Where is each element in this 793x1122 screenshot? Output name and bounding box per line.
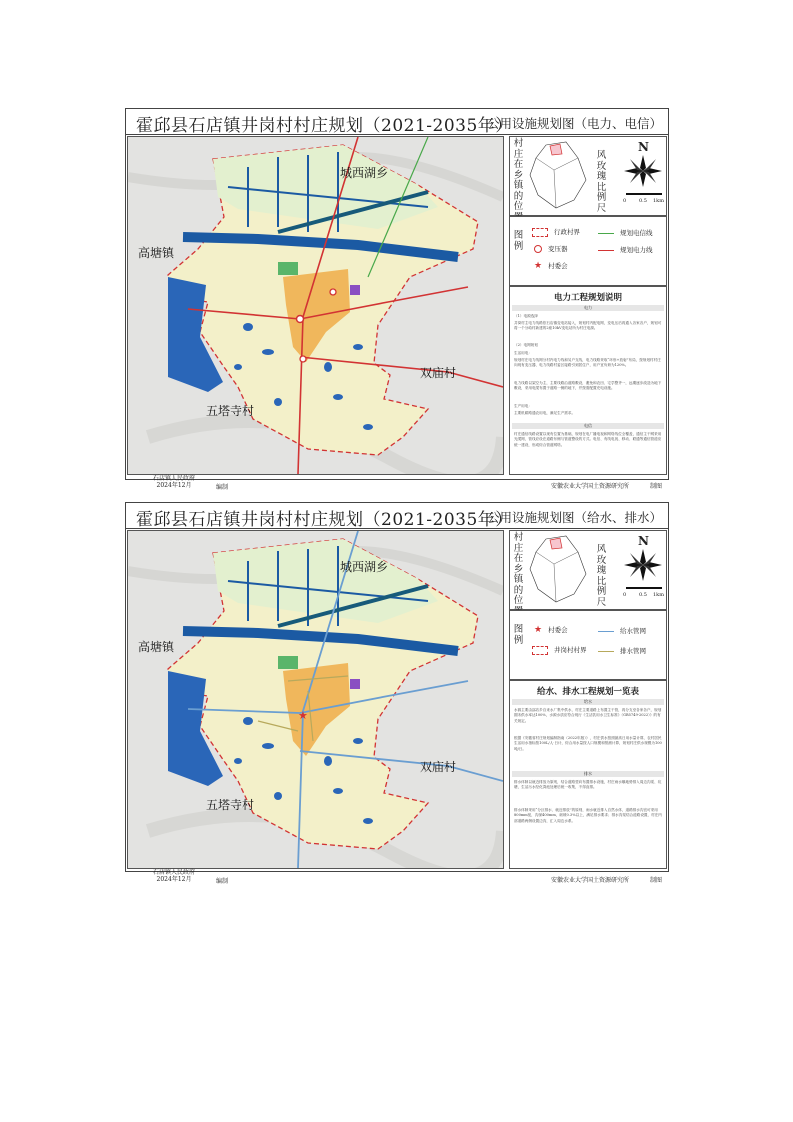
- notes-text: 根据《安徽省村庄规划编制指南（2022年版）》，村庄供水按照最高日用水量计算，农村居民生活用水指标按100L/人·日计，综合用水量按人口规模和预测计算，规划村庄供水规模为100吨/日。: [514, 736, 662, 751]
- scale-label-end: 1km: [653, 198, 664, 204]
- map-title: 霍邱县石店镇井岗村村庄规划（2021-2035年）: [136, 510, 513, 530]
- footer-institute: 安徽农业大学国土资源研究所: [551, 877, 630, 884]
- planning-map: [128, 137, 503, 474]
- notes-text: 排水体制采用“分区排水、就近排放”的原则，雨水就近排入自然水体，道路排水沟宜可采用800mm宽，沟深400mm，纵坡0.3%以上，满足排水要求；排水沟渠结合道路设置，村庄内部道路两侧设置边沟，汇入周边水系。: [514, 808, 662, 823]
- notes-text: 生活用电：: [514, 351, 532, 355]
- legend-label: 图例: [513, 230, 524, 252]
- scale-bar: [626, 193, 662, 195]
- legend-panel: [509, 530, 665, 867]
- scale-label-0: 0: [623, 198, 627, 204]
- map-label-west: 高塘镇: [138, 640, 175, 654]
- map-label-east: 双庙村: [420, 760, 457, 774]
- legend-item-drainage: 排水管网: [598, 646, 646, 655]
- title-bar: [126, 109, 668, 135]
- rose-label: 风玫瑰比例尺: [596, 150, 607, 214]
- footer-make: 制图: [650, 483, 663, 490]
- location-box: [509, 136, 667, 216]
- green-space: [278, 262, 298, 275]
- map-title: 霍邱县石店镇井岗村村庄规划（2021-2035年）: [136, 116, 513, 136]
- notes-text: 主要机耕路通农用电，满足生产需求。: [514, 411, 576, 415]
- footer-edit: 编制: [216, 878, 229, 885]
- location-map: [526, 534, 592, 606]
- footer-make: 制图: [650, 877, 663, 884]
- scale-label-mid: 0.5: [639, 592, 647, 598]
- notes-box: [509, 680, 667, 869]
- legend-item-telecom: 规划电信线: [598, 228, 653, 237]
- rose-label: 风玫瑰比例尺: [596, 544, 607, 608]
- village-office-icon: ★: [298, 709, 308, 722]
- location-label: 村庄在乡镇的位: [513, 532, 524, 606]
- map-label-north: 城西湖乡: [340, 560, 389, 574]
- footer-org: 石店镇人民政府 2024年12月: [152, 475, 195, 489]
- scale-label-0: 0: [623, 592, 627, 598]
- transformer-icon: [330, 289, 336, 295]
- legend-item-office: ★ 村委会: [534, 261, 568, 271]
- notes-text: 水源主要由邵店乡自来水厂集中供水，村庄主要道路上布置主干管，再分支至各家各户，规划期末供水率达100%，水源水质应符合现行《生活饮用水卫生标准》（GB5749-2022）》的有关规定。: [514, 708, 662, 723]
- legend-item-water-supply: 给水管网: [598, 626, 646, 635]
- planning-map: [128, 531, 503, 868]
- public-facility: [350, 285, 360, 295]
- wind-rose-icon: [624, 549, 662, 581]
- notes-title: 给水、排水工程规划一览表: [536, 687, 639, 697]
- notes-band-power: 电力: [512, 305, 664, 311]
- public-facility: [350, 679, 360, 689]
- notes-text: 规划村庄电力线网分村内电力线和另户支线，电力线路采取“环形+放射”布局，按规划村村庄向现有变压器、电力线路村委区接路引到居住户，用户宜负荷为120%。: [514, 358, 661, 368]
- notes-band-telecom: 电信: [512, 423, 664, 429]
- footer-institute: 安徽农业大学国土资源研究所: [551, 483, 630, 490]
- map-label-south: 五塔寺村: [206, 404, 255, 418]
- map-subtitle: 公用设施规划图（给水、排水）: [486, 510, 662, 525]
- notes-text: 井岗村主电力线路依石店镇变电站接入，规划村内配电网，变电压后再通入各家各户，规划可将一个分给村新建的2座10kV变电站所为村庄电源。: [514, 321, 662, 331]
- notes-band-drainage: 排水: [512, 771, 664, 777]
- notes-text: （2）电网规划: [514, 343, 538, 347]
- north-label: N: [638, 534, 649, 548]
- green-space: [278, 656, 298, 669]
- notes-text: 电力线路以架空为主，主要线路沿道路敷设，避免和农田、宅学整齐一，远期逐步改造为地下敷设，采用电缆布置于道路一侧的地下，并按需配置充电设施。: [514, 381, 662, 391]
- legend-panel: [509, 136, 665, 473]
- map-frame[interactable]: [127, 136, 504, 475]
- plan-sheet-electricity: [125, 108, 669, 491]
- map-label-west: 高塘镇: [138, 246, 175, 260]
- notes-band-supply: 给水: [512, 699, 664, 705]
- notes-text: （1）电源选择: [514, 314, 538, 318]
- location-label: 村庄在乡镇的位: [513, 138, 524, 212]
- notes-text: 排水体制以就近排放为原则，结合道路竖向布置排水设施，村庄雨水顺地势排入周边沟渠、坑塘，生活污水经化粪池处理后统一收集，不得直排。: [514, 780, 662, 790]
- north-label: N: [638, 140, 649, 154]
- location-map: [526, 140, 592, 212]
- map-label-north: 城西湖乡: [340, 166, 389, 180]
- wind-rose-icon: [624, 155, 662, 187]
- map-label-east: 双庙村: [420, 366, 457, 380]
- plan-sheet-water: [125, 502, 669, 885]
- map-frame[interactable]: [127, 530, 504, 869]
- notes-box: [509, 286, 667, 475]
- legend-item-office: ★ 村委会: [534, 625, 568, 635]
- legend-box: [509, 610, 667, 680]
- notes-text: 生产用电：: [514, 404, 532, 408]
- scale-label-mid: 0.5: [639, 198, 647, 204]
- legend-item-boundary: 行政村界: [532, 227, 580, 237]
- map-subtitle: 公用设施规划图（电力、电信）: [486, 116, 662, 131]
- map-label-south: 五塔寺村: [206, 798, 255, 812]
- scale-label-end: 1km: [653, 592, 664, 598]
- legend-item-boundary: 井岗村村界: [532, 645, 587, 655]
- legend-item-transformer: 变压器: [534, 244, 568, 253]
- transformer-icon: [300, 356, 306, 362]
- scale-bar: [626, 587, 662, 589]
- legend-label: 图例: [513, 624, 524, 646]
- location-box: [509, 530, 667, 610]
- footer-org: 石店镇人民政府 2024年12月: [152, 869, 195, 883]
- legend-item-power: 规划电力线: [598, 245, 653, 254]
- notes-text: 村庄通信线路设置以现有位置为基础，规划在电厂播电视和网络线位全覆盖，通信主干网采用光缆网，管线应设在道路东侧与管道整设的方式。电信、有线电视、移动、联通等通信管道应统一建设，形成综合管道网络。: [514, 432, 662, 447]
- transformer-icon: [297, 316, 304, 323]
- notes-title: 电力工程规划说明: [553, 293, 622, 303]
- title-bar: [126, 503, 668, 529]
- footer-edit: 编制: [216, 484, 229, 491]
- legend-box: [509, 216, 667, 286]
